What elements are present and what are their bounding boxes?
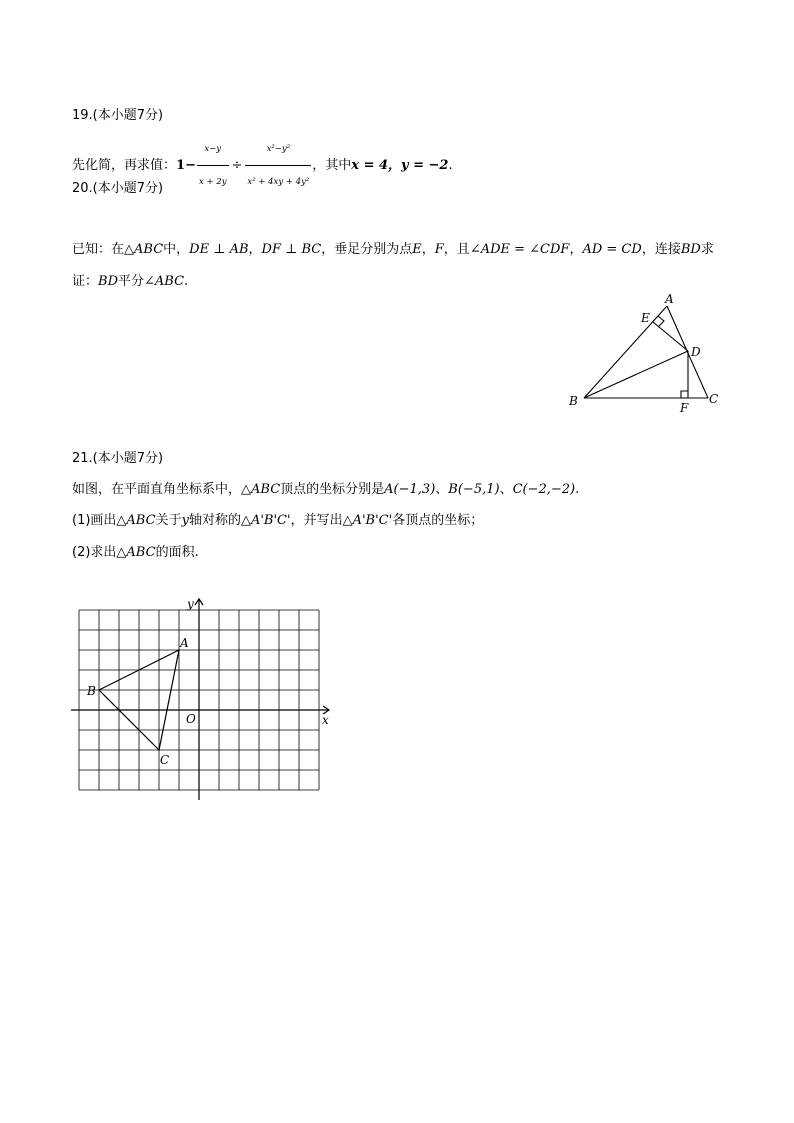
- math: B(−5,1): [448, 482, 500, 497]
- label-a: A: [665, 292, 674, 306]
- math: A(−1,3): [384, 482, 436, 497]
- math: △ABC: [116, 545, 156, 560]
- text: 关于: [155, 513, 182, 528]
- q21-coordinate-grid: [66, 592, 338, 800]
- label-e: E: [641, 311, 650, 325]
- text: 的面积.: [155, 545, 199, 560]
- text: ，连接: [641, 242, 681, 257]
- q19-f1-numerator: x−y: [197, 134, 229, 166]
- text: 平分: [118, 274, 145, 289]
- q19-f2-numerator: x²−y²: [245, 134, 311, 166]
- text: 顶点的坐标分别是: [280, 482, 385, 497]
- text: (2)求出: [72, 545, 117, 560]
- math: y: [181, 513, 189, 528]
- text: 中，: [163, 242, 190, 257]
- q19-fraction-2: [245, 134, 311, 197]
- math: BD: [98, 274, 118, 289]
- label-f: F: [680, 401, 689, 413]
- math: F: [434, 242, 444, 257]
- right-angle-mark-f: [681, 391, 688, 398]
- point-label-c: C: [160, 753, 170, 767]
- text: 轴对称的: [188, 513, 241, 528]
- math: △A'B'C': [240, 513, 291, 528]
- text: 、: [435, 482, 449, 497]
- text: 如图，在平面直角坐标系中，: [72, 482, 242, 497]
- text: ，: [421, 242, 435, 257]
- text: (1)画出: [72, 513, 117, 528]
- q19-one: 1: [176, 158, 186, 173]
- q19-f2-denominator: x² + 4xy + 4y²: [247, 177, 310, 187]
- q21-line-2: [72, 509, 483, 528]
- text: ，并写出: [290, 513, 343, 528]
- q19-divide: ÷: [231, 158, 243, 173]
- q20-line-2: [72, 270, 188, 289]
- point-label-a: A: [180, 636, 189, 650]
- q20-triangle-figure: [560, 288, 730, 413]
- q20-header: 20.(本小题7分): [72, 181, 164, 196]
- math: BD: [680, 242, 701, 257]
- q19-f1-denominator: x + 2y: [198, 177, 227, 187]
- q19-fraction-1: [197, 134, 229, 197]
- text: 各顶点的坐标；: [392, 513, 484, 528]
- math: △ABC: [241, 482, 281, 497]
- math: △A'B'C': [342, 513, 393, 528]
- q19-header: 19.(本小题7分): [72, 108, 164, 123]
- text: 、: [499, 482, 513, 497]
- math: AD = CD: [582, 242, 642, 257]
- q19-end: .: [448, 158, 453, 173]
- math: △ABC: [124, 242, 164, 257]
- label-c: C: [709, 392, 719, 406]
- right-angle-mark-e: [658, 316, 664, 327]
- math: DF ⊥ BC: [261, 242, 322, 257]
- text: ，且: [443, 242, 470, 257]
- text: 已知：在: [72, 242, 125, 257]
- math: ∠ADE = ∠CDF: [469, 242, 570, 257]
- label-d: D: [691, 345, 701, 359]
- text: .: [575, 482, 580, 497]
- text: ，: [569, 242, 583, 257]
- text: ，: [248, 242, 262, 257]
- label-b: B: [569, 394, 578, 408]
- q19-minus: −: [185, 158, 196, 173]
- math: E: [412, 242, 422, 257]
- point-label-b: B: [87, 684, 96, 698]
- q19-condition: x = 4，y = −2: [351, 158, 449, 173]
- text: 证：: [72, 274, 99, 289]
- q19-comma: ，其中: [312, 158, 352, 173]
- x-axis-label: x: [322, 713, 329, 727]
- q20-line-1: [72, 238, 714, 257]
- math: C(−2,−2): [512, 482, 576, 497]
- y-axis-label: y: [187, 597, 194, 611]
- segment-ba: [584, 306, 667, 398]
- math: DE ⊥ AB: [189, 242, 249, 257]
- q21-line-3: [72, 541, 199, 560]
- math: ∠ABC: [144, 274, 185, 289]
- q19-problem: [72, 134, 453, 187]
- q21-header: 21.(本小题7分): [72, 451, 164, 466]
- q19-lead: 先化简，再求值：: [72, 158, 177, 173]
- text: ，垂足分别为点: [321, 242, 413, 257]
- q21-line-1: [72, 478, 579, 497]
- text: .: [184, 274, 189, 289]
- math: △ABC: [116, 513, 156, 528]
- text: 求: [700, 242, 714, 257]
- origin-label: O: [186, 712, 196, 726]
- segment-bd: [584, 351, 688, 398]
